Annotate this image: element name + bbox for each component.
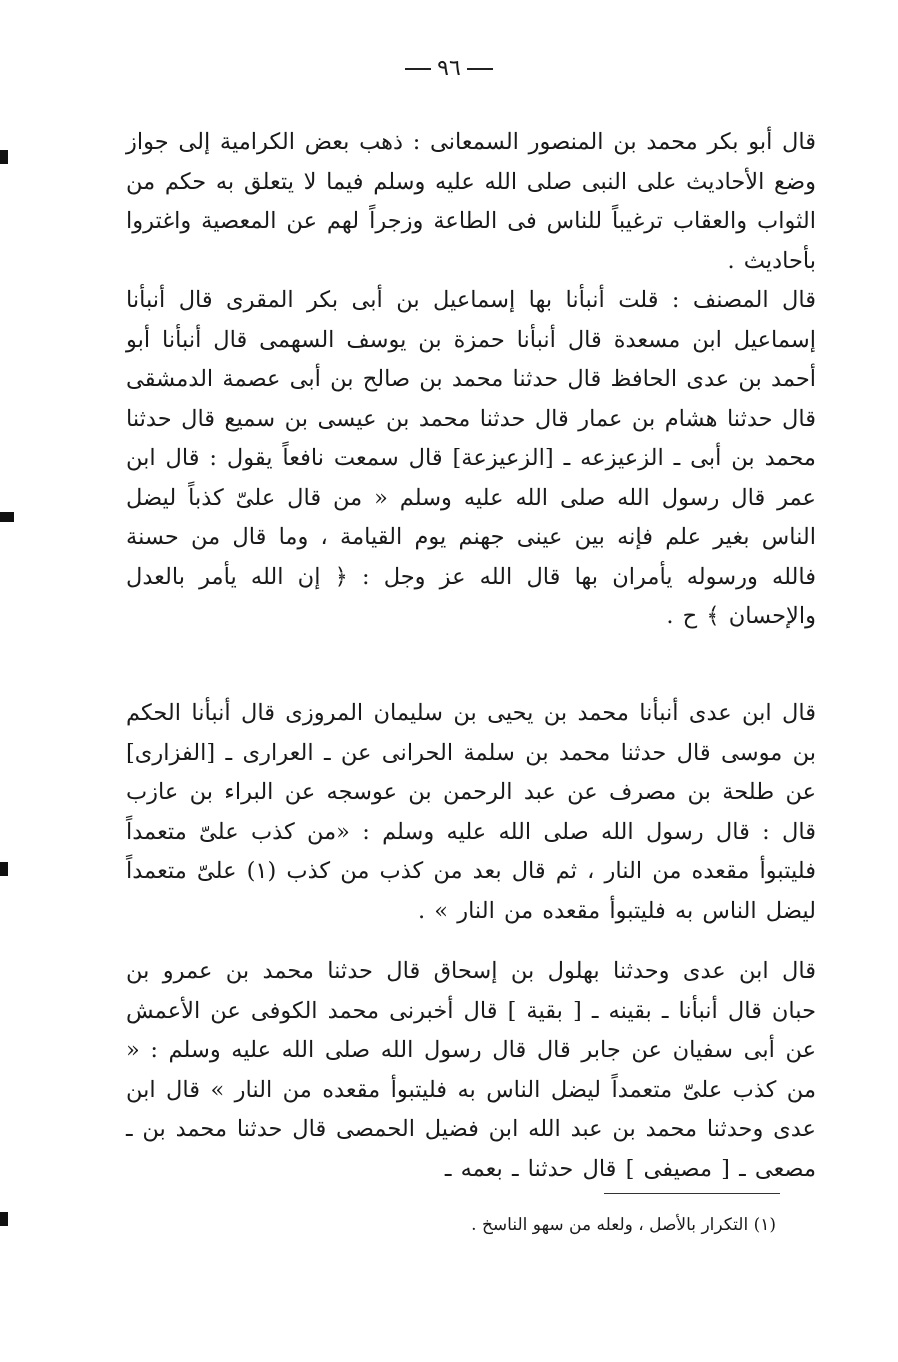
paragraph-ibn-adi-1 [126,694,816,931]
scan-edge-mark [0,512,14,522]
page-number [0,56,898,81]
paragraph-text: قال المصنف : قلت أنبأنا بها إسماعيل بن أبى بكر المقرى قال أنبأنا إسماعيل ابن مسعدة قال أنبأنا حمزة بن يوسف السهمى قال أنبأنا أبو أحمد بن عدى الحافظ قال حدثنا محمد بن صالح بن أبى عصمة الدمشقى قال حدثنا هشام بن عمار قال حدثنا محمد بن عيسى بن سميع قال حدثنا محمد بن أبى ـ الزعيزعه ـ [الزعيزعة] قال سمعت نافعاً يقول : قال ابن عمر قال رسول الله صلى الله عليه وسلم « من قال علىّ كذباً ليضل الناس بغير علم فإنه بين عينى جهنم يوم القيامة ، وما قال من حسنة فالله ورسوله يأمران بها قال الله عز وجل : ﴿ إن الله يأمر بالعدل والإحسان ﴾ ح . [126,287,816,629]
footnote-divider [604,1193,780,1194]
page-number-dash-left [405,68,431,70]
paragraph-text: قال أبو بكر محمد بن المنصور السمعانى : ذهب بعض الكرامية إلى جواز وضع الأحاديث على النبى صلى الله عليه وسلم فيما لا يتعلق به حكم من الثواب والعقاب ترغيباً للناس فى الطاعة وزجراً لهم عن المعصية واغتروا بأحاديث . [126,129,816,274]
scan-edge-mark [0,150,8,164]
paragraph-samani [126,123,816,281]
paragraph-text: قال ابن عدى أنبأنا محمد بن يحيى بن سليمان المروزى قال أنبأنا الحكم بن موسى قال حدثنا محمد بن سلمة الحرانى عن ـ العرارى ـ [الفزارى] عن طلحة بن مصرف عن عبد الرحمن بن عوسجه عن البراء بن عازب قال : قال رسول الله صلى الله عليه وسلم : «من كذب علىّ متعمداً فليتبوأ مقعده من النار ، ثم قال بعد من كذب من كذب (١) علىّ متعمداً ليضل الناس به فليتبوأ مقعده من النار » . [126,700,816,924]
scan-edge-mark [0,862,8,876]
paragraph-author-isnad [126,281,816,637]
page-number-text: ٩٦ [437,56,461,81]
scan-edge-mark [0,1212,8,1226]
paragraph-ibn-adi-2 [126,952,816,1189]
page-number-dash-right [467,68,493,70]
paragraph-text: قال ابن عدى وحدثنا بهلول بن إسحاق قال حدثنا محمد بن عمرو بن حبان قال أنبأنا ـ بقينه ـ [ بقية ] قال أخبرنى محمد الكوفى عن الأعمش عن أبى سفيان عن جابر قال قال رسول الله صلى الله عليه وسلم : « من كذب علىّ متعمداً ليضل الناس به فليتبوأ مقعده من النار » قال ابن عدى وحدثنا محمد بن عبد الله ابن فضيل الحمصى قال حدثنا محمد بن ـ مصعى ـ [ مصيفى ] قال حدثنا ـ بعمه ـ [126,958,816,1182]
footnote: (١) التكرار بالأصل ، ولعله من سهو الناسخ . [471,1215,776,1235]
